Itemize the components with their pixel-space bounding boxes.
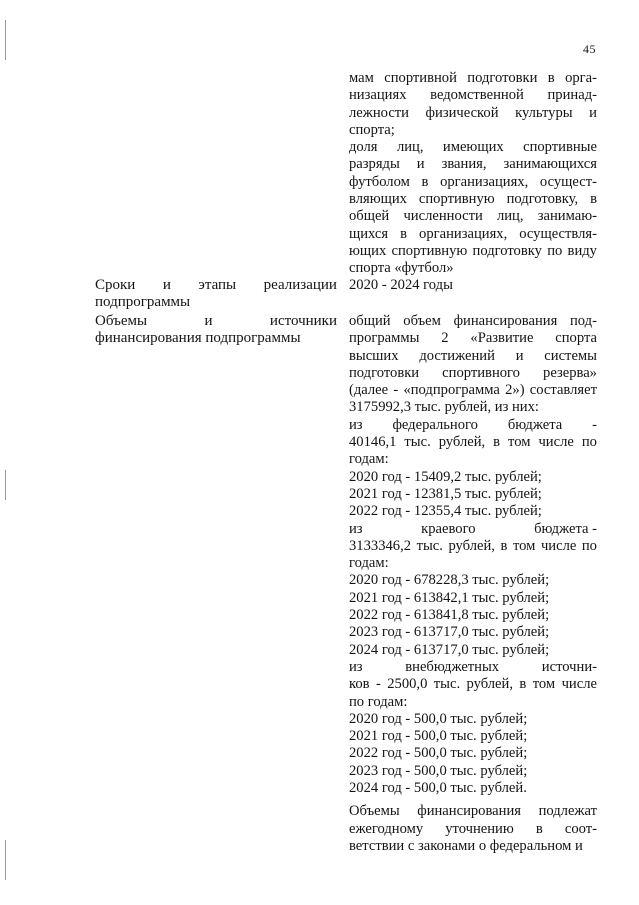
word: подлежат (538, 803, 597, 820)
word: спортивные (523, 139, 597, 156)
word: подготовку (472, 242, 542, 259)
word: спортивной (384, 70, 457, 86)
word: подготовку, (506, 191, 579, 208)
word: вляющих (349, 191, 407, 208)
word: футболом (349, 173, 410, 190)
word: Объемы (349, 803, 400, 820)
word: «подпрограмма (403, 382, 500, 399)
text-line: годам: (349, 451, 389, 468)
word: спорта (555, 330, 597, 347)
scan-edge-mark (5, 20, 6, 60)
word: резерва» (543, 364, 597, 381)
justified-line (349, 313, 597, 330)
row-label-period (95, 277, 337, 311)
justified-line (349, 105, 597, 122)
word: в (421, 173, 429, 190)
text-line: по годам: (349, 693, 408, 710)
label-rest: подпрограммы (95, 294, 191, 310)
word: числе (538, 434, 574, 451)
word: по (547, 242, 563, 259)
word: общий (349, 313, 391, 329)
text-line: 2021 год - 500,0 тыс. рублей; (349, 728, 528, 745)
word: - (393, 382, 399, 399)
word: тыс. (404, 434, 431, 451)
word: достижений (419, 347, 495, 364)
word: подготовки (349, 364, 420, 381)
word: мам (349, 70, 374, 86)
justified-line (349, 803, 597, 820)
label-first-line: Сроки и этапы реализации (95, 277, 337, 293)
word: по (581, 434, 597, 451)
label-rest: финансирования подпрограммы (95, 330, 301, 346)
word: звания, (441, 156, 487, 173)
word: тыс. (433, 676, 461, 693)
word: имеющих (442, 139, 504, 156)
word: разряды (349, 156, 400, 173)
word: в (519, 676, 527, 693)
word: источни- (541, 658, 597, 675)
text-line: 3175992,3 тыс. рублей, из них: (349, 399, 539, 416)
word: под- (570, 313, 597, 329)
justified-line (349, 382, 597, 399)
word: - (375, 676, 381, 693)
text-line: 2024 год - 500,0 тыс. рублей. (349, 780, 527, 797)
justified-line (349, 87, 597, 104)
justified-line (349, 226, 597, 243)
right-column-financing (349, 313, 597, 855)
justified-line (349, 659, 597, 676)
word: лежности (349, 104, 409, 121)
word: 2») (505, 382, 525, 399)
word: и (589, 104, 597, 121)
financing-text (349, 313, 597, 797)
word: подготовки (467, 70, 538, 86)
justified-line (349, 434, 597, 451)
justified-line (349, 330, 597, 347)
justified-line (349, 521, 597, 538)
justified-line (349, 348, 597, 365)
word: том (532, 676, 556, 693)
text-line: 2020 год - 678228,3 тыс. рублей; (349, 572, 550, 589)
word: доля (349, 139, 378, 156)
financing-note (349, 803, 597, 855)
word: лиц, (396, 139, 424, 156)
text-line: спорта «футбол» (349, 260, 454, 277)
word: ведомственной (430, 87, 524, 104)
word: ков (349, 676, 370, 693)
word: спортивного (442, 364, 520, 381)
word: уточнению (445, 820, 514, 837)
word: по (581, 537, 597, 554)
word: объем (403, 313, 441, 329)
word: организациях, (440, 173, 529, 190)
word: 2 (441, 330, 449, 347)
word: численности (403, 208, 483, 225)
word: занимаю- (537, 208, 597, 225)
page-number: 45 (583, 42, 596, 56)
word: физической (425, 104, 499, 121)
word: спортивную (418, 191, 495, 208)
text-line: годам: (349, 555, 389, 572)
word: щихся (349, 225, 389, 242)
word: в (493, 434, 501, 451)
word: культуры (515, 104, 573, 121)
word: лиц, (496, 208, 524, 225)
row-label-financing (95, 313, 337, 347)
justified-line (349, 70, 597, 87)
word: федерального (392, 416, 478, 433)
word: финансирования (417, 803, 521, 820)
word: том (512, 537, 536, 554)
word: 3133346,2 (349, 537, 412, 554)
text-line: 2021 год - 12381,5 тыс. рублей; (349, 485, 542, 502)
word: занимающихся (503, 156, 597, 173)
word: высших (349, 347, 399, 364)
word: в (590, 191, 597, 208)
word: ежегодному (349, 820, 424, 837)
word: низациях (349, 87, 407, 104)
word: осуществля- (519, 225, 597, 242)
word: и (416, 156, 425, 173)
word: из (349, 416, 363, 433)
word: - (592, 416, 597, 433)
word: из (349, 520, 363, 537)
right-column (349, 70, 597, 278)
word: краевого (421, 520, 476, 537)
text-line: 2022 год - 613841,8 тыс. рублей; (349, 607, 550, 624)
word: организациях, (419, 225, 508, 242)
word: системы (544, 347, 597, 364)
word: числе (561, 676, 597, 693)
word: в (547, 70, 555, 86)
word: составляет (529, 382, 597, 399)
word: рублей, (448, 537, 495, 554)
scan-edge-mark (5, 840, 6, 880)
word: рублей, (466, 676, 513, 693)
text-line: 2020 год - 500,0 тыс. рублей; (349, 710, 528, 727)
word: том (508, 434, 531, 451)
word: числе (540, 537, 577, 554)
text-line: 2020 год - 15409,2 тыс. рублей; (349, 468, 542, 485)
word: бюджета - (534, 520, 597, 537)
justified-line (349, 365, 597, 382)
text-line: 2022 год - 12355,4 тыс. рублей; (349, 503, 542, 520)
word: виду (567, 242, 597, 259)
word: принад- (547, 87, 597, 104)
text-line: ветствии с законами о федеральном и (349, 837, 583, 854)
word: 2500,0 (387, 676, 428, 693)
period-value: 2020 - 2024 годы (349, 277, 453, 293)
justified-line (349, 174, 597, 191)
justified-line (349, 139, 597, 156)
word: орга- (565, 70, 597, 86)
justified-line (349, 243, 597, 260)
text-line: 2023 год - 500,0 тыс. рублей; (349, 762, 528, 779)
word: (далее (349, 382, 389, 399)
scan-edge-mark (5, 470, 6, 500)
text-line: спорта; (349, 121, 395, 138)
word: финансирования (453, 313, 558, 329)
word: в (500, 537, 508, 554)
justified-line (349, 191, 597, 208)
justified-line (349, 821, 597, 838)
word: из (349, 658, 363, 675)
right-column-period (349, 277, 597, 294)
text-line: 2024 год - 613717,0 тыс. рублей; (349, 641, 550, 658)
word: рублей, (438, 434, 486, 451)
word: внебюджетных (405, 658, 500, 675)
word: тыс. (416, 537, 443, 554)
word: «Развитие (470, 330, 534, 347)
word: в (535, 820, 543, 837)
indicators-continuation (349, 70, 597, 278)
word: бюджета (507, 416, 563, 433)
justified-line (349, 417, 597, 434)
text-line: 2023 год - 613717,0 тыс. рублей; (349, 624, 550, 641)
word: осущест- (539, 173, 597, 190)
justified-line (349, 676, 597, 693)
text-line: 2022 год - 500,0 тыс. рублей; (349, 745, 528, 762)
label-first-line: Объемы и источники (95, 313, 337, 329)
text-line: 2021 год - 613842,1 тыс. рублей; (349, 589, 550, 606)
word: соот- (564, 820, 597, 837)
word: спортивную (391, 242, 468, 259)
word: программы (349, 330, 420, 347)
word: ющих (349, 242, 387, 259)
word: 40146,1 (349, 434, 397, 451)
word: общей (349, 208, 390, 225)
word: и (515, 347, 524, 364)
word: в (400, 225, 408, 242)
justified-line (349, 208, 597, 225)
justified-line (349, 156, 597, 173)
justified-line (349, 538, 597, 555)
